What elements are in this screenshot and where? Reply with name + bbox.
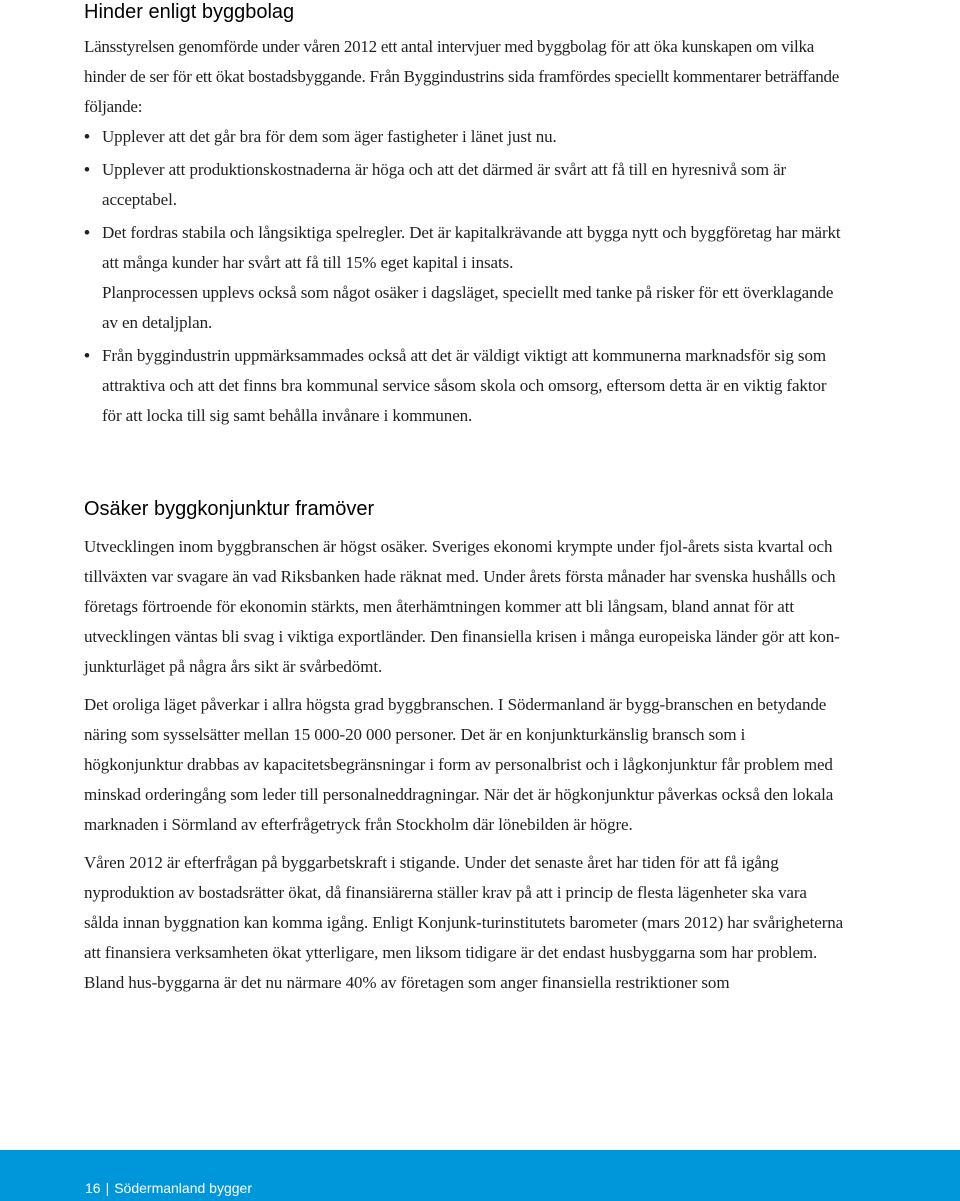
page-number: 16 xyxy=(85,1180,101,1196)
section-hinder-body xyxy=(84,32,844,431)
body-paragraph: Våren 2012 är efterfrågan på byggarbetskraft i stigande. Under det senaste året har tiden för att få igång nyproduktion av bostadsrätter ökat, då finansiärerna ställer krav på att i princip de flesta lägenheter ska vara sålda innan byggnation kan komma igång. Enligt Konjunk-turinstitutets barometer (mars 2012) har svårigheterna att finansiera verksamheten ökat ytterligare, men liksom tidigare är det endast husbyggarna som har problem. Bland hus-byggarna är det nu närmare 40% av företagen som anger finansiella restriktioner som xyxy=(84,853,844,992)
publication-title: Södermanland bygger xyxy=(114,1180,252,1196)
section-heading-hinder: Hinder enligt byggbolag xyxy=(84,1,295,23)
bullet-item xyxy=(84,218,844,338)
section-heading-konjunktur: Osäker byggkonjunktur framöver xyxy=(84,498,375,520)
intro-paragraph: Länsstyrelsen genomförde under våren 2012 ett antal intervjuer med byggbolag för att öka kunskapen om vilka hinder de ser för ett ökat bostadsbyggande. Från Byggindustrins sida framfördes speciellt kommentarer beträffande följande: xyxy=(84,37,840,116)
body-paragraph: Det oroliga läget påverkar i allra högsta grad byggbranschen. I Södermanland är bygg-branschen en betydande näring som sysselsätter mellan 15 000-20 000 personer. Det är en konjunkturkänslig bransch som i högkonjunktur drabbas av kapacitetsbegränsningar i form av personalbrist och i lågkonjunktur får problem med minskad orderingång som leder till personalneddragningar. När det är högkonjunktur påverkas också den lokala marknaden i Sörmland av efterfrågetryck från Stockholm där lönebilden är högre. xyxy=(84,695,834,834)
body-paragraph: Utvecklingen inom byggbranschen är högst osäker. Sveriges ekonomi krympte under fjol-årets sista kvartal och tillväxten var svagare än vad Riksbanken hade räknat med. Under årets första månader har svenska hushålls och företags förtroende för ekonomin stärkts, men återhämtningen kommer att bli långsam, bland annat för att utvecklingen väntas bli svag i viktiga exportländer. Den finansiella krisen i många europeiska länder gör att kon-junkturläget på några års sikt är svårbedömt. xyxy=(84,537,840,676)
bullet-text: Det fordras stabila och långsiktiga spelregler. Det är kapitalkrävande att bygga nytt och byggföretag har märkt att många kunder har svårt att få till 15% eget kapital i insats. xyxy=(102,223,841,272)
bullet-item xyxy=(84,155,844,215)
footer-text xyxy=(85,1179,252,1197)
bullet-item xyxy=(84,341,844,431)
section-konjunktur-body xyxy=(84,532,844,998)
bullet-item xyxy=(84,122,844,152)
bullet-extra-text: Planprocessen upplevs också som något osäker i dagsläget, speciellt med tanke på risker för ett överklagande av en detaljplan. xyxy=(102,283,834,332)
bullet-text: Upplever att det går bra för dem som äger fastigheter i länet just nu. xyxy=(102,127,557,146)
bullet-text: Upplever att produktionskostnaderna är höga och att det därmed är svårt att få till en hyresnivå som är acceptabel. xyxy=(102,160,787,209)
footer-separator: | xyxy=(105,1180,110,1196)
bullet-text: Från byggindustrin uppmärksammades också att det är väldigt viktigt att kommunerna marknadsför sig som attraktiva och att det finns bra kommunal service såsom skola och omsorg, eftersom detta är en viktig faktor för att locka till sig samt behålla invånare i kommunen. xyxy=(102,346,827,425)
bullet-list xyxy=(84,122,844,431)
footer-band xyxy=(0,1150,960,1201)
